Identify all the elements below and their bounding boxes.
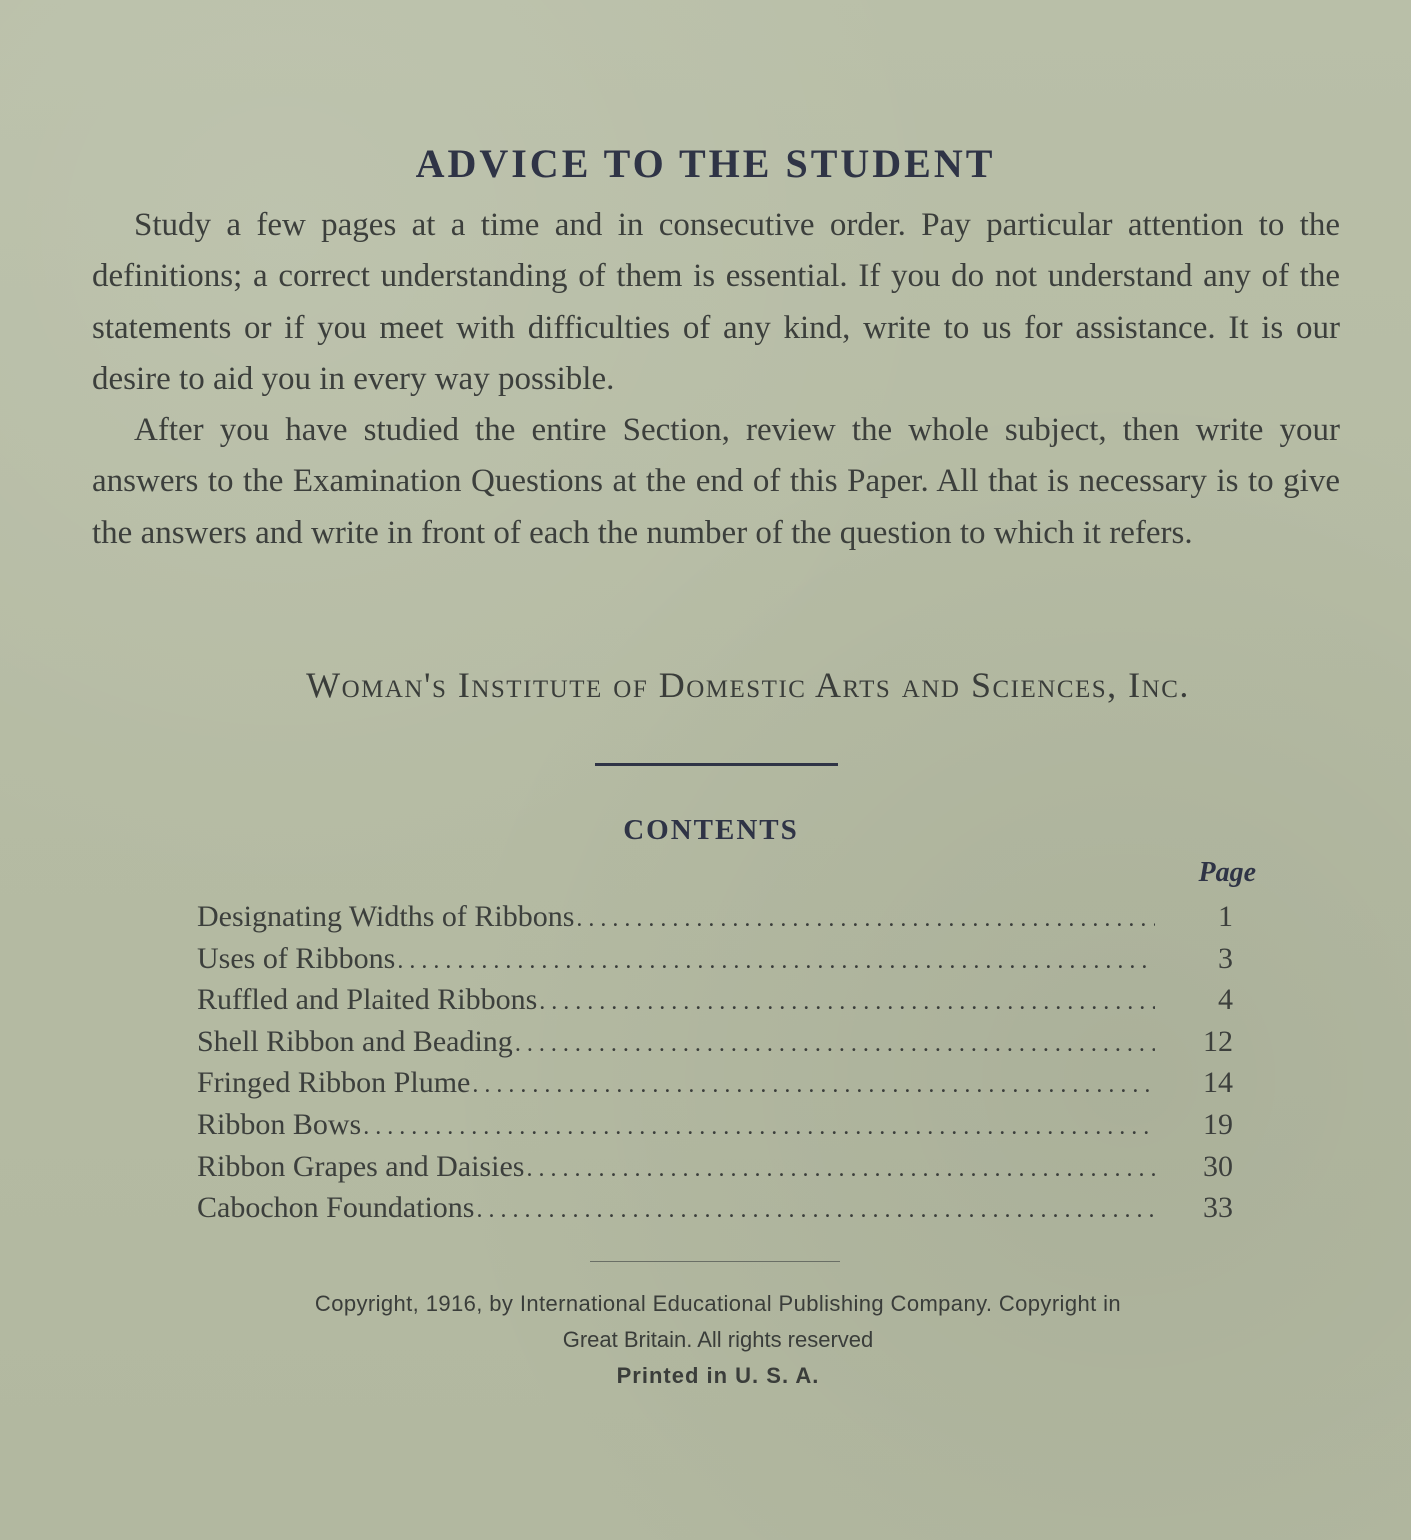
contents-entry-title: Uses of Ribbons: [197, 941, 396, 975]
contents-entry: [197, 942, 1237, 984]
dot-leader: [477, 1197, 1156, 1224]
dot-leader: [397, 948, 1155, 975]
printed-line: Printed in U. S. A.: [616, 1363, 820, 1388]
contents-entry: [197, 1150, 1237, 1192]
contents-entry-title: Designating Widths of Ribbons: [197, 900, 575, 933]
contents-entry: [197, 983, 1237, 1025]
contents-entry-page: 14: [1203, 1066, 1233, 1100]
contents-title: CONTENTS: [623, 814, 799, 846]
dot-leader: [576, 906, 1155, 933]
rights-line: Great Britain. All rights reserved: [562, 1327, 874, 1352]
advice-heading: ADVICE TO THE STUDENT: [415, 141, 996, 186]
contents-entry-page: 1: [1218, 900, 1233, 933]
contents-entry-title: Shell Ribbon and Beading: [197, 1024, 513, 1058]
contents-entry: [197, 1108, 1237, 1150]
contents-entry-page: 3: [1218, 941, 1233, 975]
advice-paragraph-1: Study a few pages at a time and in consecutive order. Pay particular attention to the definitions; a correct understanding of them is essential. If you do not understand any of the statements or if you meet with difficulties of any kind, write to us for assistance. It is our desire to aid you in every way possible.: [92, 207, 1340, 397]
contents-entry-page: 19: [1203, 1107, 1233, 1141]
contents-entry: [197, 900, 1237, 942]
contents-entry-title: Fringed Ribbon Plume: [197, 1066, 471, 1100]
contents-entry-page: 30: [1203, 1149, 1233, 1183]
contents-entry-title: Ribbon Grapes and Daisies: [197, 1149, 525, 1183]
advice-body: [92, 200, 1340, 559]
contents-entry-page: 33: [1203, 1191, 1233, 1225]
contents-entry: [197, 1025, 1237, 1067]
dot-leader: [515, 1031, 1155, 1058]
contents-entry: [197, 1066, 1237, 1108]
contents-entry-title: Cabochon Foundations: [197, 1191, 475, 1225]
contents-list: [197, 900, 1237, 1233]
footer-divider: [590, 1261, 840, 1262]
dot-leader: [539, 989, 1155, 1016]
institute-signature: Woman's Institute of Domestic Arts and Sciences, Inc.: [306, 665, 1190, 705]
dot-leader: [363, 1114, 1155, 1141]
copyright-line: Copyright, 1916, by International Educational Publishing Company. Copyright in: [314, 1291, 1122, 1316]
advice-paragraph-2: After you have studied the entire Section, review the whole subject, then write your answers to the Examination Questions at the end of this Paper. All that is necessary is to give the answers and write in front of each the number of the question to which it refers.: [92, 412, 1340, 551]
contents-entry-page: 12: [1203, 1024, 1233, 1058]
section-divider: [595, 763, 838, 766]
contents-entry: [197, 1191, 1237, 1233]
contents-entry-page: 4: [1218, 983, 1233, 1017]
dot-leader: [526, 1156, 1155, 1183]
dot-leader: [472, 1072, 1155, 1099]
contents-entry-title: Ribbon Bows: [197, 1107, 362, 1141]
contents-page-column-header: Page: [1198, 857, 1256, 888]
contents-entry-title: Ruffled and Plaited Ribbons: [197, 983, 538, 1017]
copyright-notice: [118, 1286, 1318, 1394]
